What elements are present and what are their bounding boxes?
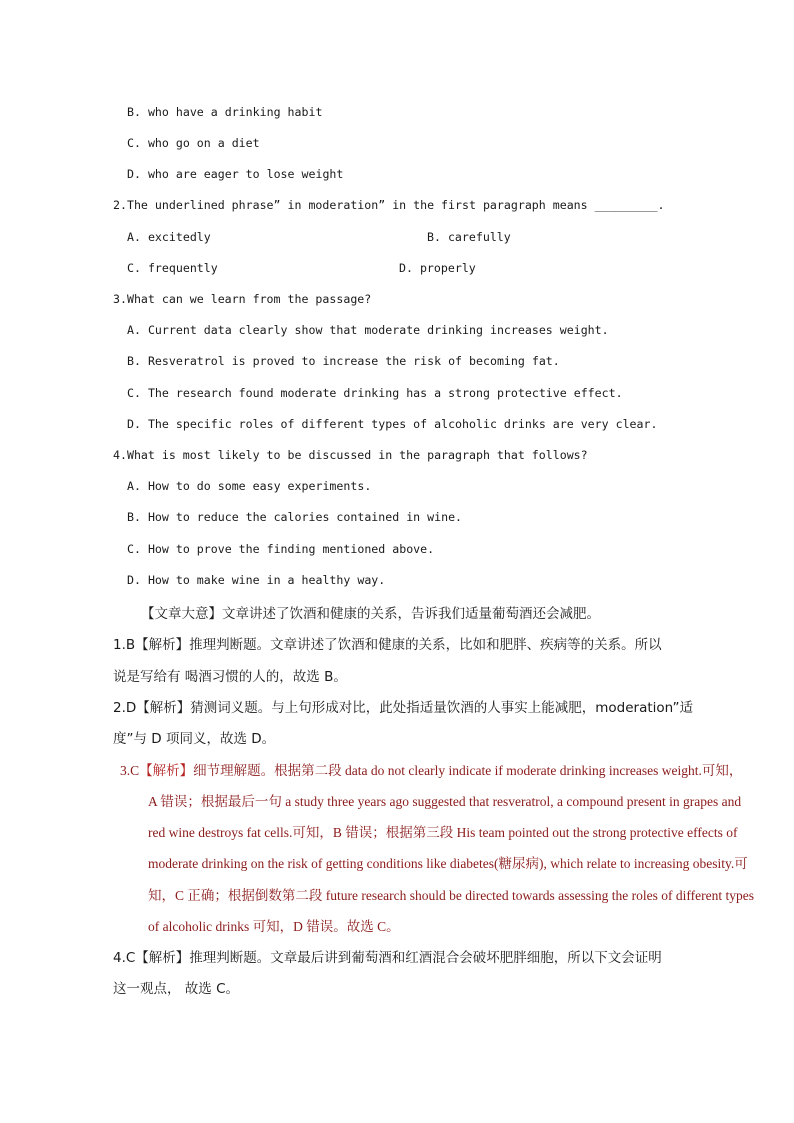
q4-option-c: C. How to prove the finding mentioned above. (127, 542, 435, 556)
q3-option-c: C. The research found moderate drinking has a strong protective effect. (127, 386, 623, 400)
answer-1-line-1: 1.B【解析】推理判断题。文章讲述了饮酒和健康的关系，比如和肥胖、疾病等的关系。所以 (113, 637, 662, 653)
answer-3-line-5: 知，C 正确；根据倒数第二段 future research should be directed towards assessing the roles of different types (148, 888, 754, 903)
q4-option-b: B. How to reduce the calories contained in wine. (127, 510, 463, 524)
answer-3-number: 3.C (120, 763, 140, 778)
answer-4-line-2: 这一观点， 故选 C。 (113, 981, 240, 997)
answer-3-line-2: A 错误；根据最后一句 a study three years ago suggested that resveratrol, a compound present in grapes and (148, 794, 742, 809)
answer-1-line-2: 说是写给有 喝酒习惯的人的，故选 B。 (113, 669, 347, 685)
q3-option-b: B. Resveratrol is proved to increase the risk of becoming fat. (127, 354, 560, 368)
q2-option-a: A. excitedly (127, 230, 211, 244)
q4-option-d: D. How to make wine in a healthy way. (127, 573, 386, 587)
q3-stem: 3.What can we learn from the passage? (113, 292, 372, 306)
q2-stem: 2.The underlined phrase” in moderation” in the first paragraph means _________. (113, 198, 665, 212)
analysis-label: 【解析】 (139, 763, 194, 778)
answer-2-line-1: 2.D【解析】猜测词义题。与上句形成对比，此处指适量饮酒的人事实上能减肥，moderation”适 (113, 700, 693, 716)
q2-option-b: B. carefully (427, 230, 511, 244)
q1-option-b: B. who have a drinking habit (127, 105, 323, 119)
q1-option-d: D. who are eager to lose weight (127, 167, 344, 181)
answer-3-text: 细节理解题。根据第二段 data do not clearly indicate if moderate drinking increases weight.可知， (193, 763, 743, 778)
answer-2-line-2: 度”与 D 项同义，故选 D。 (113, 731, 276, 747)
answer-4-line-1: 4.C【解析】推理判断题。文章最后讲到葡萄酒和红酒混合会破坏肥胖细胞，所以下文会证明 (113, 950, 662, 966)
q4-stem: 4.What is most likely to be discussed in the paragraph that follows? (113, 448, 588, 462)
article-summary: 【文章大意】文章讲述了饮酒和健康的关系，告诉我们适量葡萄酒还会减肥。 (141, 606, 600, 622)
q3-option-a: A. Current data clearly show that moderate drinking increases weight. (127, 323, 609, 337)
answer-3-line-6: of alcoholic drinks 可知，D 错误。故选 C。 (148, 919, 400, 934)
answer-3-line-1 (120, 759, 742, 779)
q3-option-d: D. The specific roles of different types of alcoholic drinks are very clear. (127, 417, 658, 431)
q4-option-a: A. How to do some easy experiments. (127, 479, 372, 493)
q2-option-d: D. properly (399, 261, 476, 275)
q1-option-c: C. who go on a diet (127, 136, 260, 150)
answer-3-line-4: moderate drinking on the risk of getting conditions like diabetes(糖尿病), which relate to increasing obesity.可 (148, 856, 748, 871)
q2-option-c: C. frequently (127, 261, 218, 275)
answer-3-line-3: red wine destroys fat cells.可知，B 错误；根据第三段 His team pointed out the strong protective effects of (148, 825, 738, 840)
